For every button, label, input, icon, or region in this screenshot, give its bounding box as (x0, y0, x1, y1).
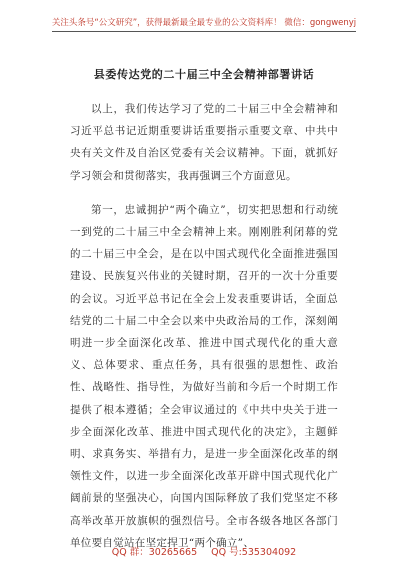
document-title: 县委传达党的二十届三中全会精神部署讲话 (93, 68, 315, 81)
qq-number-text: QQ 号:535304092 (211, 547, 297, 558)
header-divider (52, 31, 356, 32)
paragraph-intro: 以上，我们传达学习了党的二十届三中全会精神和习近平总书记近期重要讲话重要指示重要文章、中共中央有关文件及自治区党委有关会议精神。下面，就抓好学习领会和贯彻落实，我再强调三个方面意见。 (70, 103, 338, 182)
document-body (70, 98, 338, 566)
footer-contact (0, 544, 408, 558)
paragraph-first-point: 第一，忠诚拥护“两个确立”，切实把思想和行动统一到党的二十届三中全会精神上来。刚刚胜利闭幕的党的二十届三中全会，是在以中国式现代化全面推进强国建设、民族复兴伟业的关键时期，召开的一次十分重要的会议。习近平总书记在全会上发表重要讲话，全面总结党的二十届二中全会以来中央政治局的工作，深刻阐明进一步全面深化改革、推进中国式现代化的重大意义、总体要求、重点任务，具有很强的思想性、政治性、战略性、指导性，为做好当前和今后一个时期工作提供了根本遵循；全会审议通过的《中共中央关于进一步全面深化改革、推进中国式现代化的决定》，主题鲜明、求真务实、举措有力，是进一步全面深化改革的纲领性文件，以进一步全面深化改革开辟中国式现代化广阔前景的坚强决心，向国内国际释放了我们党坚定不移高举改革开放旗帜的强烈信号。全市各级各地区各部门单位要自觉站在坚定捍卫“两个确立”、 (70, 203, 338, 549)
qq-group-text: QQ 群：30265665 (111, 547, 198, 558)
header-banner: 关注头条号“公文研究”，获得最新最全最专业的公文资料库！ 微信：gongwenyj (51, 18, 357, 28)
